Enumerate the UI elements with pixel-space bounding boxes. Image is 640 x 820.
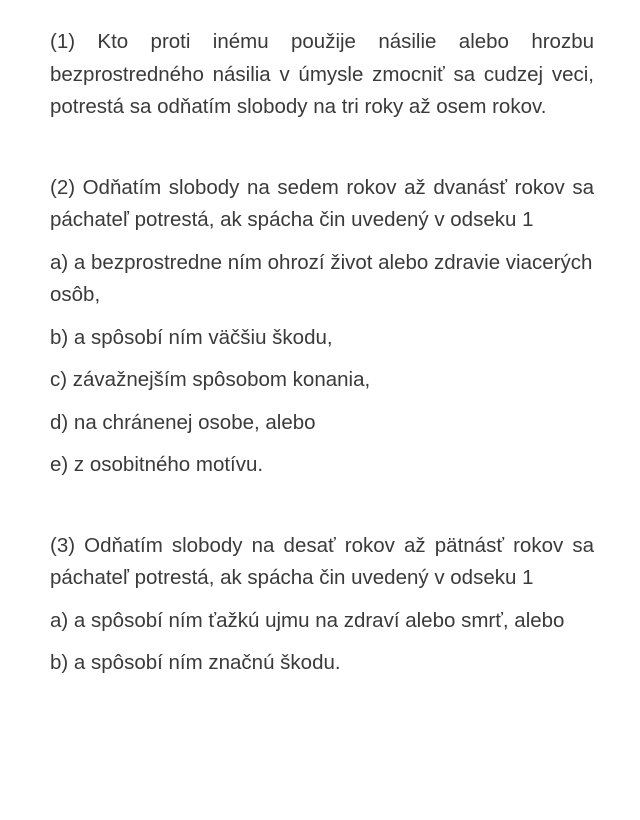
section-spacer xyxy=(50,482,594,530)
section-2-item-c: c) závažnejším spôsobom konania, xyxy=(50,368,371,391)
section-1 xyxy=(50,26,594,124)
item-spacer xyxy=(50,637,594,647)
section-3-item-a: a) a spôsobí ním ťažkú ujmu na zdraví alebo smrť, alebo xyxy=(50,608,565,632)
item-spacer xyxy=(50,312,594,322)
item-spacer xyxy=(50,397,594,407)
section-2-item-e: e) z osobitného motívu. xyxy=(50,453,264,476)
section-2-item-b: b) a spôsobí ním väčšiu škodu, xyxy=(50,325,333,349)
item-spacer xyxy=(50,439,594,449)
section-3 xyxy=(50,530,594,680)
item-spacer xyxy=(50,354,594,364)
item-spacer xyxy=(50,595,594,605)
section-2-paragraph: (2) Odňatím slobody na sedem rokov až dvanásť rokov sa páchateľ potrestá, ak spácha čin uvedený v odseku 1 xyxy=(50,175,594,231)
section-1-paragraph: (1) Kto proti inému použije násilie alebo hrozbu bezprostredného násilia v úmysle zmocniť sa cudzej veci, potrestá sa odňatím slobody na tri roky až osem rokov. xyxy=(50,30,594,118)
section-spacer xyxy=(50,124,594,172)
item-spacer xyxy=(50,237,594,247)
section-2-item-d: d) na chránenej osobe, alebo xyxy=(50,410,316,434)
section-2-item-a: a) a bezprostredne ním ohrozí život alebo zdravie viacerých osôb, xyxy=(50,250,593,306)
section-3-item-b: b) a spôsobí ním značnú škodu. xyxy=(50,651,341,674)
section-2 xyxy=(50,172,594,482)
section-3-paragraph: (3) Odňatím slobody na desať rokov až pätnásť rokov sa páchateľ potrestá, ak spácha čin uvedený v odseku 1 xyxy=(50,533,594,589)
